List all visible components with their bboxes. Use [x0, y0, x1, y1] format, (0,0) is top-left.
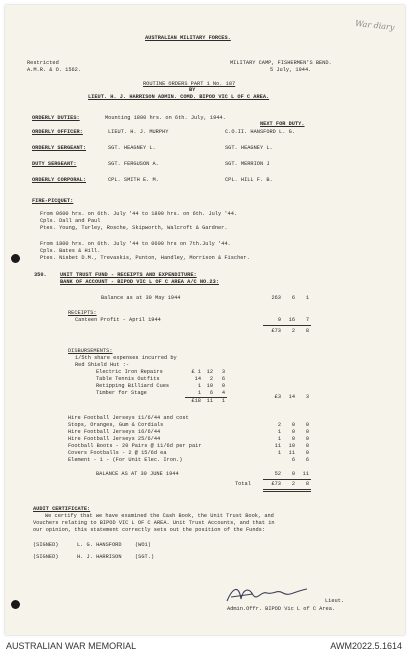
pence: 8 [305, 481, 309, 487]
signer-rank: (SGT.) [135, 554, 155, 560]
duty-value: CPL. SMITH E. M. [108, 177, 159, 183]
shillings: 11 [288, 450, 295, 456]
archive-footer [0, 638, 410, 653]
signer-name: H. J. HARRISON [77, 554, 122, 560]
handwritten-signature [223, 583, 313, 605]
expense-item: Electric Iron Repairs [96, 369, 163, 375]
shillings: 12 [206, 369, 213, 375]
pence: 8 [305, 328, 309, 334]
shillings: 0 [291, 429, 295, 435]
pounds: 263 [271, 295, 281, 301]
picquet-line: Cpls. Dall and Paul [40, 218, 101, 224]
duty-value: LIEUT. H. J. MURPHY [108, 129, 169, 135]
pounds: 1 [277, 450, 281, 456]
pence: 0 [305, 443, 309, 449]
pence: 6 [221, 376, 225, 382]
receipts-heading: RECEIPTS: [68, 310, 97, 316]
shillings: 0 [291, 471, 295, 477]
next-for-duty-heading: NEXT FOR DUTY. [260, 121, 305, 127]
expense-item: Retipping Billiard Cues [96, 383, 170, 389]
pence: 0 [305, 422, 309, 428]
duty-value: Mounting 1800 hrs. on 6th. July, 1944. [105, 115, 226, 121]
pence: 0 [305, 436, 309, 442]
pounds: 1 [197, 390, 201, 396]
shillings: 10 [288, 443, 295, 449]
double-rule [263, 491, 311, 492]
duty-label: ORDERLY CORPORAL: [32, 177, 87, 183]
pounds: 1 [277, 429, 281, 435]
pence: 0 [221, 383, 225, 389]
archive-reference: AWM2022.5.1614 [330, 641, 402, 651]
pounds: 14 [194, 376, 201, 382]
disbursements-heading: DISBURSEMENTS: [68, 348, 113, 354]
pounds: 1 [197, 383, 201, 389]
sum-rule [263, 479, 311, 480]
pounds: £3 [274, 394, 281, 400]
expense-item: Element - 1 - (For Unit Elec. Iron.) [68, 457, 183, 463]
duty-value: SGT. FERGUSON A. [108, 161, 159, 167]
shillings: 2 [291, 481, 295, 487]
punch-hole [11, 254, 20, 263]
expense-item: Hire Football Jerseys 25/6/44 [68, 436, 161, 442]
expense-item: Timber for Stage [96, 390, 147, 396]
duty-label: DUTY SERGEANT: [32, 161, 77, 167]
pence: 1 [305, 295, 309, 301]
section-number: 350. [34, 272, 47, 278]
pounds: 9 [277, 317, 281, 323]
shillings: 0 [291, 436, 295, 442]
order-commander: LIEUT. H. J. HARRISON ADMIN. COMD. BIPOD VIC L OF C AREA. [88, 94, 270, 100]
total-label: Total [235, 481, 251, 487]
duty-next: SGT. HEAGNEY L. [225, 145, 273, 151]
pounds: 52 [274, 471, 281, 477]
sum-rule [263, 325, 311, 326]
restricted-label: Restricted [27, 60, 59, 66]
expense-item: Football Boots - 20 Pairs @ 11/6d per pair [68, 443, 202, 449]
expense-item: Table Tennis Outfits [96, 376, 160, 382]
opening-balance-label: Balance as at 30 May 1944 [101, 295, 181, 301]
shillings: 6 [291, 457, 295, 463]
pounds: £18 [191, 398, 201, 404]
signer-rank: (WO1) [135, 542, 151, 548]
duty-value: SGT. HEAGNEY L. [108, 145, 156, 151]
signer-name: L. G. HANSFORD [77, 542, 122, 548]
signed-label: (SIGNED) [33, 554, 59, 560]
location: MILITARY CAMP, FISHERMEN'S BEND. [230, 60, 332, 66]
shillings: 6 [209, 390, 213, 396]
canteen-label: Canteen Profit - April 1944 [75, 317, 161, 323]
pounds: 2 [277, 422, 281, 428]
signatory-rank: Lieut. [325, 598, 345, 604]
document-page [5, 5, 405, 635]
pence: 3 [221, 369, 225, 375]
shillings: 10 [206, 383, 213, 389]
punch-hole [11, 600, 20, 609]
document-title: AUSTRALIAN MILITARY FORCES. [145, 35, 231, 41]
shillings: 6 [291, 295, 295, 301]
shillings: 16 [288, 317, 295, 323]
section-heading: UNIT TRUST FUND - RECEIPTS AND EXPENDITURE: [60, 272, 197, 278]
red-shield-line: Red Shield Hut :- [75, 362, 130, 368]
pounds: £ 1 [191, 369, 201, 375]
pence: 0 [305, 450, 309, 456]
picquet-line: Ptes. Young, Turley, Rosche, Skipworth, Walcroft & Gardner. [40, 225, 228, 231]
audit-line: Vouchers relating to BIPOD VIC L OF C AREA. Unit Trust Accounts, and that in [33, 520, 275, 526]
closing-balance-label: BALANCE AS AT 30 JUNE 1944 [96, 471, 179, 477]
pence: 0 [305, 429, 309, 435]
double-rule [263, 489, 311, 490]
signatory-title: Admin.Offr. BIPOD Vic L of C Area. [227, 606, 336, 612]
pounds: 11 [274, 443, 281, 449]
shillings: 2 [209, 376, 213, 382]
signed-label: (SIGNED) [33, 542, 59, 548]
expense-item: Hire Football Jerseys 11/6/44 and cost [68, 415, 189, 421]
duty-label: ORDERLY DUTIES: [32, 115, 80, 121]
picquet-line: From 0600 hrs. on 6th. July '44 to 1800 hrs. on 6th. July '44. [40, 211, 238, 217]
duty-label: ORDERLY OFFICER: [32, 129, 83, 135]
section-subheading: BANK OF ACCOUNT - BIPOD VIC L OF C AREA A/C NO.23: [60, 279, 219, 285]
duty-next: C.O.II. HANSFORD L. G. [225, 129, 295, 135]
expense-item: Covers Footballs - 2 @ 15/6d ea [68, 450, 167, 456]
shillings: 11 [206, 398, 213, 404]
share-line: 1/5th share expenses incurred by [75, 355, 177, 361]
order-by: BY [189, 87, 196, 93]
audit-line: our opinion, this statement correctly sets out the position of the Funds: [33, 527, 266, 533]
pence: 4 [221, 390, 225, 396]
audit-heading: AUDIT CERTIFICATE: [33, 506, 91, 512]
pounds: £73 [271, 328, 281, 334]
duty-next: CPL. HILL F. B. [225, 177, 273, 183]
shillings: 14 [288, 394, 295, 400]
archive-name: AUSTRALIAN WAR MEMORIAL [6, 641, 137, 651]
pencil-note: War diary [354, 18, 395, 33]
duty-next: SGT. MERRION J [225, 161, 270, 167]
pence: 1 [221, 398, 225, 404]
amr-reference: A.M.R. & O. 1562. [27, 67, 82, 73]
picquet-line: Cpls. Bates & Hill. [40, 248, 101, 254]
shillings: 2 [291, 328, 295, 334]
pence: 11 [302, 471, 309, 477]
pounds: 1 [277, 436, 281, 442]
duty-label: ORDERLY SERGEANT: [32, 145, 87, 151]
audit-line: We certify that we have examined the Cash Book, the Unit Trust Book, and [45, 513, 274, 519]
order-title: ROUTINE ORDERS PART 1 No. 187 [143, 81, 236, 87]
shillings: 0 [291, 422, 295, 428]
picquet-line: From 1800 hrs. on 6th. July '44 to 0600 hrs on 7th.July '44. [40, 241, 231, 247]
date: 5 July, 1944. [270, 67, 312, 73]
expense-item: Stops, Oranges, Gum & Cordials [68, 422, 164, 428]
pence: 6 [305, 457, 309, 463]
expense-item: Hire Football Jerseys 16/6/44 [68, 429, 161, 435]
pence: 7 [305, 317, 309, 323]
picquet-line: Ptes. Nisbet D.M., Trevaskis, Punton, Handley, Morrison & Fischer. [40, 255, 250, 261]
pounds: £73 [271, 481, 281, 487]
fire-picquet-heading: FIRE-PICQUET: [32, 198, 74, 204]
pence: 3 [305, 394, 309, 400]
